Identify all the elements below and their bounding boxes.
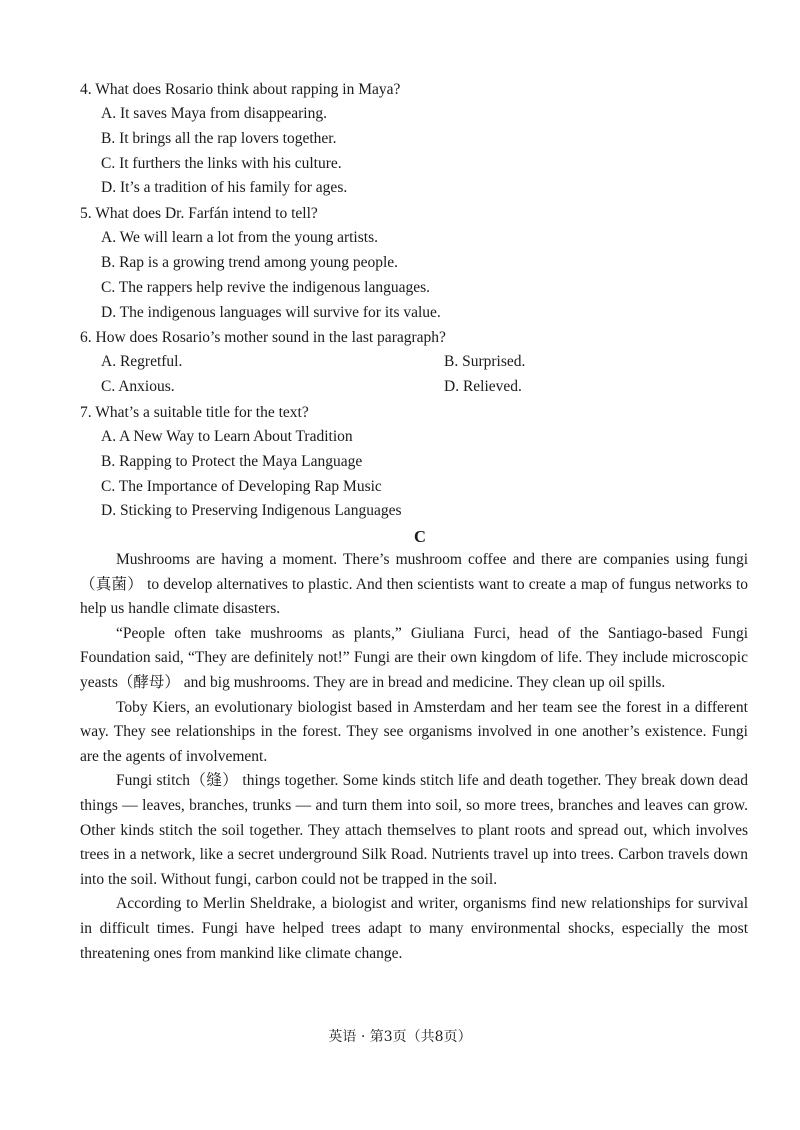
question-stem: 6. How does Rosario’s mother sound in the last paragraph? [80, 329, 446, 347]
option-a: A. We will learn a lot from the young artists. [101, 229, 378, 247]
section-label: C [414, 527, 426, 547]
passage-c [80, 548, 748, 966]
question-stem: 7. What’s a suitable title for the text? [80, 403, 309, 421]
option-d: D. The indigenous languages will survive for its value. [101, 303, 441, 321]
option-c: C. Anxious. [101, 378, 175, 396]
question-stem: 5. What does Dr. Farfán intend to tell? [80, 205, 318, 223]
option-c: C. The rappers help revive the indigenous languages. [101, 278, 430, 296]
passage-paragraph-1: Mushrooms are having a moment. There’s mushroom coffee and there are companies using fungi（真菌） to develop alternatives to plastic. And then scientists want to create a map of fungus networks to help us handle climate disasters. [80, 551, 748, 618]
page-footer: 英语 · 第3页（共8页） [328, 1029, 472, 1045]
option-c: C. The Importance of Developing Rap Music [101, 477, 382, 495]
option-b: B. Rap is a growing trend among young people. [101, 253, 399, 271]
option-d: D. It’s a tradition of his family for ages. [101, 179, 348, 197]
option-grid [80, 350, 760, 400]
passage-paragraph-5: According to Merlin Sheldrake, a biologist and writer, organisms find new relationships for survival in difficult times. Fungi have helped trees adapt to many environmental shocks, especially the most threatening ones from mankind like climate change. [80, 895, 748, 962]
option-a: A. A New Way to Learn About Tradition [101, 427, 353, 445]
option-a: A. It saves Maya from disappearing. [101, 105, 327, 122]
passage-paragraph-3: Toby Kiers, an evolutionary biologist based in Amsterdam and her team see the forest in a different way. They see relationships in the forest. They see organisms involved in one another’s existence. Fungi are the agents of involvement. [80, 698, 748, 765]
passage-paragraph-4: Fungi stitch（缝） things together. Some kinds stitch life and death together. They break down dead things — leaves, branches, trunks — and turn them into soil, so more trees, branches and leaves can grow. Other kinds stitch the soil together. They attach themselves to plant roots and spread out, which involves trees in a network, like a secret underground Silk Road. Nutrients travel up into trees. Carbon travels down into the soil. Without fungi, carbon could not be trapped in the soil. [80, 772, 748, 888]
question-6 [80, 325, 760, 400]
option-a: A. Regretful. [101, 353, 183, 371]
option-b: B. Rapping to Protect the Maya Language [101, 452, 363, 470]
passage-paragraph-2: “People often take mushrooms as plants,” Giuliana Furci, head of the Santiago-based Fungi Foundation said, “They are definitely not!” Fungi are their own kingdom of life. They include microscopic yeasts（酵母） and big mushrooms. They are in bread and medicine. They clean up oil spills. [80, 624, 748, 691]
question-list [80, 77, 760, 550]
option-d: D. Sticking to Preserving Indigenous Languages [101, 502, 402, 520]
option-b: B. Surprised. [444, 353, 526, 371]
option-c: C. It furthers the links with his culture. [101, 154, 342, 172]
question-5 [80, 201, 760, 325]
question-7 [80, 400, 760, 524]
option-b: B. It brings all the rap lovers together. [101, 129, 337, 147]
question-4 [80, 77, 760, 201]
question-stem: 4. What does Rosario think about rapping in Maya? [80, 81, 401, 98]
option-d: D. Relieved. [444, 378, 522, 396]
